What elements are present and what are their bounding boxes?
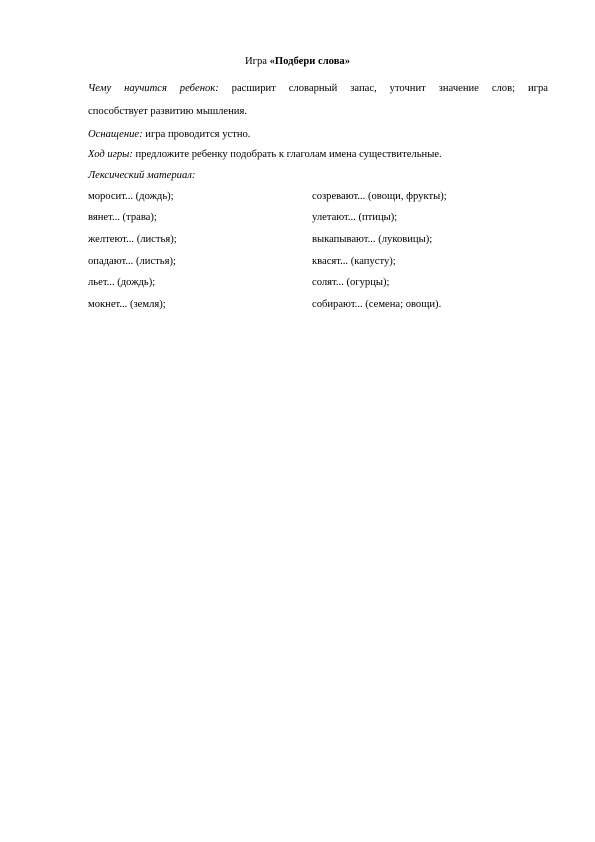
word-left: опадают... (листья);: [88, 256, 176, 267]
procedure-lead: Ход игры:: [88, 149, 133, 160]
word-right: солят... (огурцы);: [312, 277, 390, 288]
procedure-text: предложите ребенку подобрать к глаголам имена существительные.: [132, 149, 442, 160]
word-left: мокнет... (земля);: [88, 299, 166, 310]
page-title: [0, 55, 595, 69]
title-prefix: Игра: [244, 56, 270, 67]
paragraph-equipment: [88, 128, 548, 142]
word-right: собирают... (семена; овощи).: [312, 299, 442, 310]
word-right: улетают... (птицы);: [312, 212, 398, 223]
word-left: моросит... (дождь);: [88, 191, 174, 202]
lexical-material-heading: Лексический материал:: [88, 170, 196, 181]
word-right: созревают... (овощи, фрукты);: [312, 191, 447, 202]
paragraph-procedure: [88, 148, 548, 162]
word-right: квасят... (капусту);: [312, 256, 396, 267]
word-left: желтеют... (листья);: [88, 234, 177, 245]
word-left: вянет... (трава);: [88, 212, 157, 223]
paragraph-goal: [88, 82, 548, 96]
equipment-lead: Оснащение:: [88, 129, 143, 140]
title-name: «Подбери слова»: [269, 56, 351, 67]
word-right: выкапывают... (луковицы);: [312, 234, 433, 245]
word-left: льет... (дождь);: [88, 277, 156, 288]
goal-text: расширит словарный запас, уточнит значение слов; игра: [218, 83, 548, 94]
goal-lead: Чему научится ребенок:: [88, 83, 219, 94]
paragraph-goal-continued: способствует развитию мышления.: [88, 106, 247, 117]
equipment-text: игра проводится устно.: [142, 129, 251, 140]
